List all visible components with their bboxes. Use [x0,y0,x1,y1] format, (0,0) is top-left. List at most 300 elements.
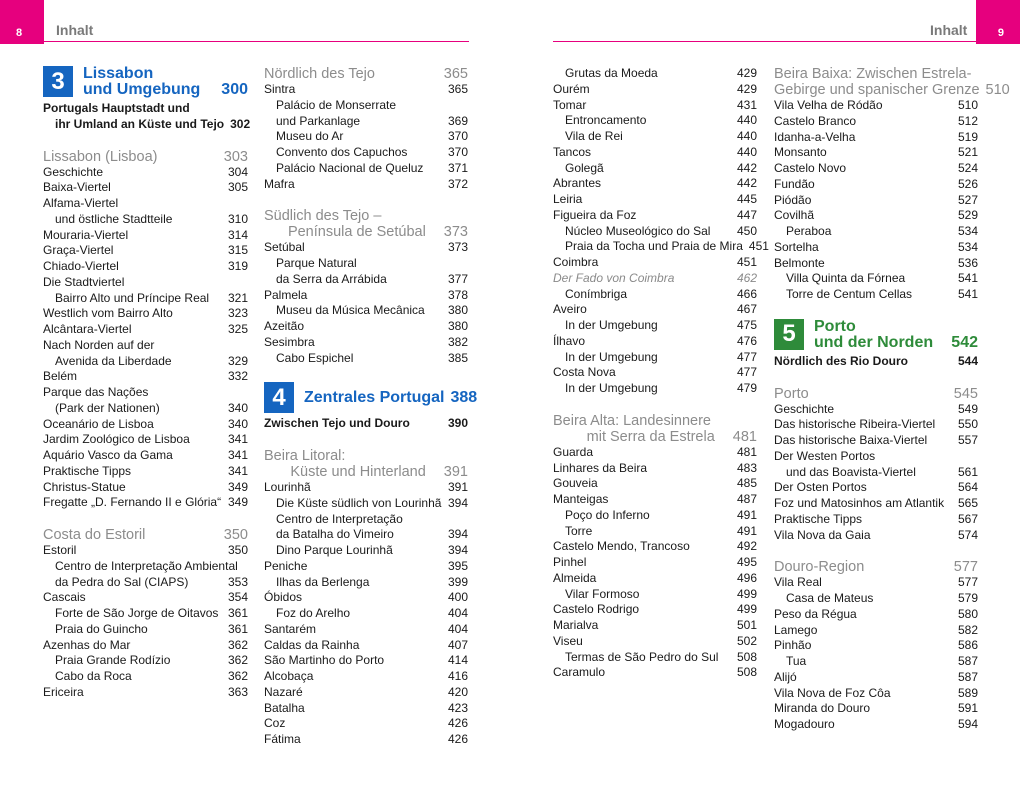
entry-title: Praktische Tipps [43,463,132,478]
entry-title: Portugals Hauptstadt und [43,101,190,115]
entry-title: Baixa-Viertel [43,180,111,195]
chapter-title-line: Lissabon [83,65,154,82]
section-page-number: 577 [953,559,978,576]
entry-page-number: 534 [957,239,978,254]
entry-title: Núcleo Museológico do Sal [565,223,711,238]
entry-page-number: 491 [736,507,757,522]
chapter-subtitle-entry [264,416,468,432]
toc-entry [43,622,248,638]
entry-title: Praia Grande Rodízio [55,653,171,668]
entry-page-number: 479 [736,381,757,395]
entry-page-number: 477 [736,365,757,380]
toc-entry [553,192,757,208]
entry-title: Centro de Interpretação Ambiental [55,558,238,573]
page-number-left: 8 [16,27,23,39]
entry-title: Monsanto [774,145,827,160]
chapter-heading [774,319,978,351]
entry-page-number: 445 [736,192,757,206]
toc-entry [774,607,978,623]
entry-page-number: 582 [957,622,978,637]
toc-entry [553,555,757,571]
toc-entry [43,559,248,575]
entry-title: Mafra [264,176,295,191]
toc-entry [553,318,757,334]
section-title: Costa do Estoril [43,527,146,543]
toc-entry [774,670,978,686]
entry-page-number: 499 [736,602,757,617]
entry-page-number: 363 [227,684,248,699]
entry-page-number: 391 [447,480,468,494]
toc-entry [553,445,757,461]
header-rule-right [553,41,976,42]
entry-page-number: 429 [736,81,757,96]
entry-page-number: 564 [957,480,978,495]
chapter-page-number: 300 [221,81,248,98]
entry-page-number: 362 [227,669,248,683]
entry-title: Tomar [553,97,587,112]
entry-page-number: 447 [736,207,757,222]
toc-entry [553,287,757,303]
section-heading-row [774,386,978,402]
toc-entry [774,256,978,272]
toc-entry [43,306,248,322]
toc-entry [264,716,468,732]
header-rule-left [44,41,469,42]
entry-title: Vila Real [774,575,822,590]
toc-entry [43,480,248,496]
entry-page-number: 423 [447,700,468,715]
entry-title: Praia da Tocha und Praia de Mira [565,239,743,254]
section-heading-row [43,527,248,543]
toc-entry [553,365,757,381]
entry-title: Poço do Inferno [565,507,650,522]
entry-page-number: 319 [227,259,248,273]
section-heading [264,66,468,82]
section-heading [774,386,978,402]
toc-entry [43,669,248,685]
toc-entry [553,634,757,650]
toc-entry [264,82,468,98]
entry-title: Aveiro [553,302,587,317]
entry-title: Óbidos [264,590,303,605]
entry-page-number: 485 [736,476,757,491]
chapter-heading [43,66,248,98]
entry-title: Almeida [553,570,597,585]
entry-page-number: 487 [736,492,757,506]
section-heading-row [264,464,468,480]
entry-title: Villa Quinta da Fórnea [786,271,906,286]
entry-title: Vila Nova de Foz Côa [774,685,891,700]
toc-column-3 [553,66,769,681]
section-title: Porto [774,385,809,402]
section-title-line-2: Küste und Hinterland [290,464,426,480]
entry-page-number: 414 [447,653,468,668]
toc-entry [43,212,248,228]
toc-entry [43,401,248,417]
entry-title: Lamego [774,622,818,637]
toc-entry [264,575,468,591]
toc-entry [553,98,757,114]
section-page-number: 373 [443,224,468,241]
entry-title: Castelo Branco [774,113,857,128]
entry-page-number: 354 [227,590,248,605]
toc-entry [264,335,468,351]
toc-entry [553,539,757,555]
entry-title: Forte de São Jorge de Oitavos [55,606,219,620]
chapter-page-number: 388 [450,389,478,407]
entry-page-number: 420 [447,684,468,699]
toc-entry [553,239,769,255]
toc-entry [774,193,978,209]
entry-title: Parque das Nações [43,385,149,399]
entry-page-number: 350 [227,543,248,557]
entry-title: Parque Natural [276,256,357,270]
toc-entry [264,559,468,575]
entry-page-number: 477 [736,349,757,364]
entry-page-number: 304 [227,164,248,179]
entry-title: Casa de Mateus [786,591,874,605]
entry-title: Sesimbra [264,334,315,349]
entry-title: da Pedra do Sal (CIAPS) [55,574,189,589]
toc-entry [553,255,757,271]
section-page-number: 545 [953,385,978,402]
toc-entry [553,381,757,397]
toc-entry [43,259,248,275]
entry-page-number: 561 [957,464,978,479]
toc-entry [43,165,248,181]
entry-page-number: 508 [736,665,757,680]
entry-title: Der Westen Portos [774,448,876,463]
toc-entry [264,272,468,288]
entry-page-number: 394 [447,543,468,557]
toc-entry [774,161,978,177]
entry-page-number: 541 [957,271,978,286]
entry-title: Setúbal [264,240,305,255]
entry-page-number: 329 [227,353,248,368]
chapter-title [304,390,477,406]
entry-page-number: 510 [957,98,978,112]
entry-title: Idanha-a-Velha [774,129,856,144]
entry-page-number: 524 [957,161,978,175]
toc-entry [43,685,248,701]
entry-title: Die Küste südlich von Lourinhã [276,495,442,510]
entry-page-number: 416 [447,669,468,683]
entry-title: Fregatte „D. Fernando II e Glória“ [43,495,222,510]
entry-page-number: 385 [447,350,468,365]
section-title-line-1: Südlich des Tejo – [264,208,382,225]
toc-entry [774,177,978,193]
section-heading-row [774,559,978,575]
entry-page-number: 534 [957,224,978,238]
toc-entry [264,303,468,319]
entry-page-number: 462 [736,270,757,285]
entry-page-number: 382 [447,334,468,349]
entry-page-number: 544 [957,353,978,368]
entry-title: Centro de Interpretação [276,511,403,526]
toc-entry [553,571,757,587]
entry-title: Batalha [264,700,305,715]
running-header-right: Inhalt [930,22,968,38]
entry-page-number: 586 [957,638,978,653]
chapter-number-badge: 5 [774,319,804,350]
entry-title: Alcântara-Viertel [43,322,132,336]
toc-entry [43,196,248,212]
entry-page-number: 496 [736,570,757,585]
entry-title: Palmela [264,287,308,302]
chapter-title [814,319,978,351]
entry-title: Entroncamento [565,113,647,128]
entry-title: Coz [264,716,286,731]
entry-page-number: 371 [447,160,468,175]
toc-entry [774,271,978,287]
toc-entry [553,334,757,350]
entry-page-number: 321 [227,290,248,305]
entry-title: Cabo da Roca [55,669,132,683]
entry-page-number: 314 [227,227,248,242]
running-header-left: Inhalt [56,22,94,38]
entry-page-number: 476 [736,333,757,348]
toc-entry [774,480,978,496]
entry-page-number: 557 [957,433,978,447]
entry-page-number: 591 [957,701,978,716]
section-page-number: 350 [223,527,248,543]
entry-title: Palácio Nacional de Queluz [276,160,424,175]
entry-title: Caldas da Rainha [264,637,360,652]
section-title-line-1: Beira Litoral: [264,448,346,464]
toc-entry [43,575,248,591]
entry-title: Nördlich des Rio Douro [774,353,909,368]
entry-page-number: 361 [227,606,248,620]
entry-title: Alcobaça [264,669,314,683]
entry-title: Bairro Alto und Príncipe Real [55,290,210,305]
entry-page-number: 370 [447,145,468,159]
chapter-subtitle-entry [774,354,978,370]
entry-page-number: 332 [227,369,248,384]
entry-page-number: 341 [227,432,248,447]
toc-entry [43,354,248,370]
toc-entry [43,448,248,464]
toc-entry [553,618,757,634]
section-heading [553,413,757,445]
entry-title: Abrantes [553,176,602,191]
entry-title: Lourinhã [264,480,311,494]
section-title-line-2: Península de Setúbal [287,224,426,241]
section-heading [774,559,978,575]
entry-title: Cabo Espichel [276,350,354,365]
toc-entry [774,623,978,639]
toc-entry [43,228,248,244]
entry-title: (Park der Nationen) [55,400,160,415]
entry-page-number: 499 [736,586,757,601]
toc-column-4 [774,66,1010,733]
toc-entry [264,622,468,638]
entry-title: Termas de São Pedro do Sul [565,649,719,664]
entry-title: Ourém [553,81,590,96]
entry-title: Das historische Baixa-Viertel [774,433,928,447]
toc-entry [774,591,978,607]
toc-entry [774,240,978,256]
entry-page-number: 394 [447,495,468,510]
chapter-number-badge: 4 [264,382,294,413]
section-page-number: 303 [223,148,248,165]
toc-entry [774,130,978,146]
entry-title: Nazaré [264,684,303,699]
chapter-number-badge: 3 [43,66,73,97]
toc-entry [264,590,468,606]
section-title: Lissabon (Lisboa) [43,148,158,165]
entry-title: Convento dos Capuchos [276,145,408,159]
entry-page-number: 519 [957,129,978,144]
chapter-page-number: 542 [951,333,978,351]
toc-entry [43,653,248,669]
entry-page-number: 315 [227,243,248,258]
entry-page-number: 440 [736,144,757,159]
toc-entry [774,686,978,702]
entry-title: Das historische Ribeira-Viertel [774,417,936,432]
entry-title: Oceanário de Lisboa [43,416,154,431]
toc-entry [774,575,978,591]
entry-title: Alfama-Viertel [43,196,119,210]
entry-title: Praia do Guincho [55,621,148,636]
toc-entry [553,145,757,161]
entry-page-number: 549 [957,401,978,416]
toc-entry [264,669,468,685]
entry-title: da Serra da Arrábida [276,271,387,286]
toc-entry [774,402,978,418]
section-page-number: 481 [732,428,757,445]
entry-title: da Batalha do Vimeiro [276,527,394,542]
entry-page-number: 325 [227,322,248,336]
entry-page-number: 529 [957,208,978,223]
section-heading [264,208,468,240]
toc-entry [774,114,978,130]
toc-entry [43,322,248,338]
entry-page-number: 521 [957,145,978,160]
entry-page-number: 369 [447,113,468,128]
entry-page-number: 380 [447,303,468,318]
toc-entry [43,338,248,354]
entry-page-number: 340 [227,416,248,431]
section-title: Nördlich des Tejo [264,66,375,82]
entry-title: Coimbra [553,255,599,269]
entry-title: Museu do Ar [276,129,344,144]
toc-entry [43,180,248,196]
entry-title: Marialva [553,618,599,632]
entry-title: Caramulo [553,665,606,680]
entry-title: Fátima [264,732,301,746]
entry-title: Azenhas do Mar [43,637,131,652]
section-title: Douro-Region [774,559,865,576]
entry-title: Peniche [264,558,308,573]
entry-title: Vilar Formoso [565,586,640,601]
entry-title: Estoril [43,543,77,557]
toc-entry [553,224,757,240]
toc-entry [774,512,978,528]
toc-entry [43,275,248,291]
entry-title: Figueira da Foz [553,207,637,222]
entry-page-number: 495 [736,555,757,569]
entry-title: Sintra [264,82,296,96]
entry-title: Ilhas da Berlenga [276,574,370,589]
section-page-number: 391 [443,464,468,480]
entry-title: Castelo Novo [774,161,847,175]
section-title-line-1: Beira Alta: Landesinnere [553,412,711,429]
entry-page-number: 404 [447,606,468,620]
entry-title: Belmonte [774,255,825,270]
entry-title: Avenida da Liberdade [55,353,172,368]
toc-entry [264,288,468,304]
section-title-line-1: Beira Baixa: Zwischen Estrela- [774,66,972,82]
toc-entry [43,432,248,448]
entry-title: und östliche Stadtteile [55,211,173,226]
toc-entry [264,606,468,622]
toc-entry [264,161,468,177]
entry-title: Torre de Centum Cellas [786,287,913,301]
toc-entry [264,732,468,748]
entry-page-number: 341 [227,463,248,478]
entry-title: Vila de Rei [565,129,623,143]
chapter-title-row [83,82,248,98]
entry-title: und Parkanlage [276,113,361,128]
chapter-subtitle-entry [43,116,251,133]
entry-title: In der Umgebung [565,349,658,364]
entry-title: Pinhão [774,638,812,653]
toc-entry [553,82,757,98]
entry-page-number: 353 [227,574,248,589]
entry-title: Grutas da Moeda [565,66,658,80]
entry-title: Santarém [264,621,317,636]
toc-entry [264,256,468,272]
toc-entry [264,653,468,669]
entry-title: Christus-Statue [43,479,126,494]
entry-page-number: 349 [227,495,248,510]
toc-entry [774,654,978,670]
entry-title: Cascais [43,590,86,605]
entry-title: Castelo Mendo, Trancoso [553,539,690,554]
toc-entry [43,417,248,433]
entry-page-number: 426 [447,716,468,731]
entry-page-number: 305 [227,180,248,195]
page-number-right: 9 [997,27,1004,39]
toc-entry [264,351,468,367]
chapter-title-row [304,390,477,406]
toc-entry [43,464,248,480]
entry-page-number: 426 [447,732,468,746]
entry-title: Tua [786,654,807,668]
entry-title: Palácio de Monserrate [276,97,397,112]
entry-page-number: 380 [447,319,468,333]
entry-page-number: 407 [447,637,468,652]
section-heading [43,149,248,165]
entry-title: Geschichte [774,401,835,416]
entry-page-number: 310 [227,211,248,226]
entry-title: Peso da Régua [774,606,857,621]
entry-page-number: 492 [736,539,757,554]
toc-entry [43,369,248,385]
entry-page-number: 502 [736,633,757,648]
entry-page-number: 404 [447,621,468,636]
entry-title: Viseu [553,633,583,648]
toc-entry [553,176,757,192]
section-page-number: 510 [985,82,1010,98]
entry-page-number: 587 [957,669,978,684]
chapter-subtitle-entry [43,101,248,117]
toc-entry [553,113,757,129]
entry-title: Piódão [774,192,812,207]
toc-entry [43,495,248,511]
entry-title: Peraboa [786,224,832,238]
entry-page-number: 491 [736,523,757,538]
